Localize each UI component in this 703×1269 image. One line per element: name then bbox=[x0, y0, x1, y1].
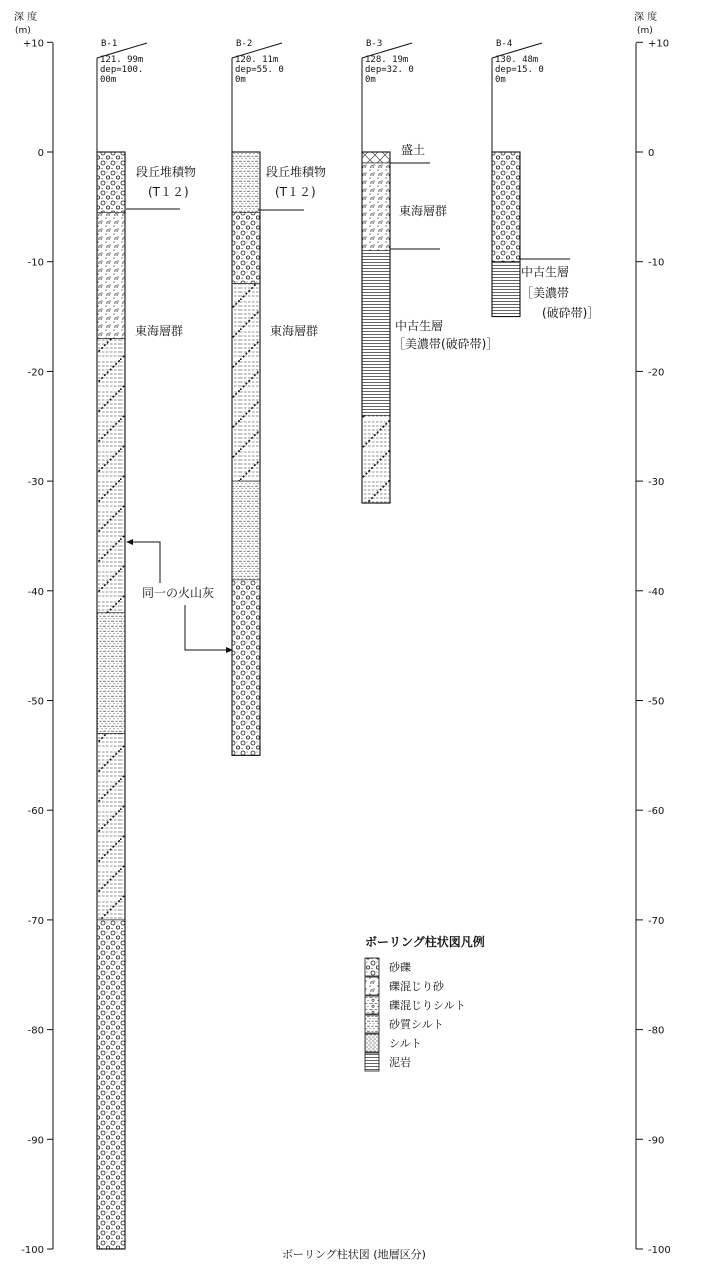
legend-item-sandysilt bbox=[365, 1015, 444, 1033]
b4-fracture-zone-label: (破砕帯)］ bbox=[542, 306, 600, 320]
stratum-gravel bbox=[232, 580, 260, 756]
right-tick-label: -50 bbox=[648, 696, 665, 708]
b2-tokai-label: 東海層群 bbox=[270, 324, 319, 338]
b4-mino-belt-label: ［美濃帯 bbox=[521, 286, 570, 300]
right-tick-label: +10 bbox=[648, 38, 670, 50]
borehole-b-1 bbox=[97, 39, 147, 1249]
right-tick-label: 0 bbox=[648, 148, 655, 159]
stratum-fill bbox=[362, 152, 390, 163]
stratum-silty bbox=[97, 733, 125, 919]
legend-label: シルト bbox=[389, 1037, 422, 1050]
right-tick-label: -80 bbox=[648, 1025, 665, 1037]
right-tick-label: -30 bbox=[648, 477, 665, 489]
borehole-header-line: 120. 11m bbox=[235, 55, 279, 65]
right-tick-label: -40 bbox=[648, 586, 665, 598]
legend-swatch bbox=[365, 1034, 379, 1052]
stratum-gravel bbox=[97, 920, 125, 1249]
borehole-header-line: 130. 48m bbox=[495, 55, 539, 65]
right-tick-label: -20 bbox=[648, 367, 665, 379]
stratum-sandysilt bbox=[232, 152, 260, 212]
stratum-mudstone bbox=[492, 262, 520, 317]
b3-tokai-label: 東海層群 bbox=[399, 204, 448, 218]
legend-item-gravel bbox=[365, 958, 411, 976]
b4-mesozoic-label: 中古生層 bbox=[521, 265, 570, 279]
right-tick-label: -90 bbox=[648, 1135, 665, 1147]
legend-label: 礫混じりシルト bbox=[389, 999, 466, 1012]
legend-label: 砂質シルト bbox=[389, 1018, 444, 1031]
borehole-header-line: dep=32. 0 bbox=[365, 65, 414, 75]
legend-label: 礫混じり砂 bbox=[389, 980, 444, 993]
axis-title-left: 深 度 bbox=[14, 12, 38, 23]
b3-mesozoic-label: 中古生層 bbox=[395, 319, 444, 333]
ash-arrow-line-b1 bbox=[130, 542, 160, 583]
borehole-header-line: 0m bbox=[495, 75, 506, 85]
left-tick-label: -40 bbox=[27, 586, 44, 598]
left-tick-label: -10 bbox=[27, 257, 44, 269]
legend-item-silt bbox=[365, 1034, 422, 1052]
left-tick-label: -20 bbox=[27, 367, 44, 379]
left-tick-label: -30 bbox=[27, 477, 44, 489]
left-tick-label: -90 bbox=[27, 1135, 44, 1147]
b1-terrace-label: 段丘堆積物 bbox=[136, 165, 197, 179]
ash-arrow-line-b2 bbox=[185, 605, 230, 650]
legend bbox=[365, 934, 485, 1071]
borehole-header-line: 00m bbox=[100, 75, 117, 85]
left-tick-label: -50 bbox=[27, 696, 44, 708]
borehole-id: B-3 bbox=[366, 39, 383, 49]
legend-swatch bbox=[365, 1053, 379, 1071]
stratum-gravel bbox=[97, 152, 125, 212]
figure-caption: ボーリング柱状図 (地層区分) bbox=[282, 1248, 426, 1261]
stratum-gravel bbox=[232, 212, 260, 283]
stratum-gravelsand bbox=[362, 163, 390, 251]
left-tick-label: 0 bbox=[37, 148, 44, 159]
b2-terrace-label: 段丘堆積物 bbox=[266, 165, 327, 179]
stratum-gravelsand bbox=[97, 212, 125, 338]
right-tick-label: -100 bbox=[648, 1245, 671, 1256]
left-tick-label: -100 bbox=[21, 1245, 44, 1256]
borehole-id: B-2 bbox=[236, 39, 253, 49]
borehole-header-line: 121. 99m bbox=[100, 55, 144, 65]
borehole-header-line: 0m bbox=[235, 75, 246, 85]
borehole-id: B-1 bbox=[101, 39, 118, 49]
legend-item-mudstone bbox=[365, 1053, 411, 1071]
legend-label: 砂礫 bbox=[389, 961, 411, 974]
stratum-gravel bbox=[492, 152, 520, 262]
axis-unit-left: (m) bbox=[15, 26, 31, 36]
borehole-header-line: 128. 19m bbox=[365, 55, 409, 65]
legend-swatch bbox=[365, 996, 379, 1014]
ash-arrowhead-b1 bbox=[126, 539, 133, 545]
borehole-header-line: 0m bbox=[365, 75, 376, 85]
stratum-mudstone bbox=[362, 251, 390, 416]
b1-tokai-label: 東海層群 bbox=[135, 324, 184, 338]
axis-unit-right: (m) bbox=[637, 26, 653, 36]
legend-title: ボーリング柱状図凡例 bbox=[365, 935, 485, 949]
borehole-b-2 bbox=[232, 39, 284, 755]
legend-swatch bbox=[365, 977, 379, 995]
stratum-sandysilt bbox=[97, 613, 125, 734]
right-depth-axis bbox=[634, 10, 671, 1256]
b3-mino-belt-label: ［美濃帯(破砕帯)］ bbox=[393, 337, 499, 351]
legend-label: 泥岩 bbox=[389, 1056, 411, 1069]
right-tick-label: -60 bbox=[648, 806, 665, 818]
stratum-silty bbox=[362, 415, 390, 503]
legend-item-gravelsand bbox=[365, 977, 445, 995]
stratum-silty bbox=[232, 284, 260, 481]
right-tick-label: -10 bbox=[648, 257, 665, 269]
borehole-header-line: dep=100. bbox=[100, 65, 144, 75]
left-tick-label: -60 bbox=[27, 806, 44, 818]
right-tick-label: -70 bbox=[648, 915, 665, 927]
borehole-id: B-4 bbox=[496, 39, 513, 49]
boreholes bbox=[97, 39, 544, 1249]
borehole-header-line: dep=55. 0 bbox=[235, 65, 284, 75]
legend-swatch bbox=[365, 1015, 379, 1033]
left-depth-axis bbox=[14, 10, 53, 1256]
stratum-sandysilt bbox=[232, 481, 260, 580]
left-tick-label: -80 bbox=[27, 1025, 44, 1037]
legend-swatch bbox=[365, 958, 379, 976]
b3-fill-label: 盛土 bbox=[401, 143, 426, 157]
left-tick-label: +10 bbox=[22, 38, 44, 50]
b2-terrace-code-label: (T１２) bbox=[275, 185, 316, 199]
b1-terrace-code-label: (T１２) bbox=[148, 185, 189, 199]
stratum-silty bbox=[97, 338, 125, 612]
left-tick-label: -70 bbox=[27, 915, 44, 927]
borehole-b-3 bbox=[362, 39, 414, 503]
borehole-header-line: dep=15. 0 bbox=[495, 65, 544, 75]
legend-item-gravelsilt bbox=[365, 996, 466, 1014]
volcanic-ash-label: 同一の火山灰 bbox=[142, 586, 215, 600]
axis-title-right: 深 度 bbox=[634, 12, 658, 23]
